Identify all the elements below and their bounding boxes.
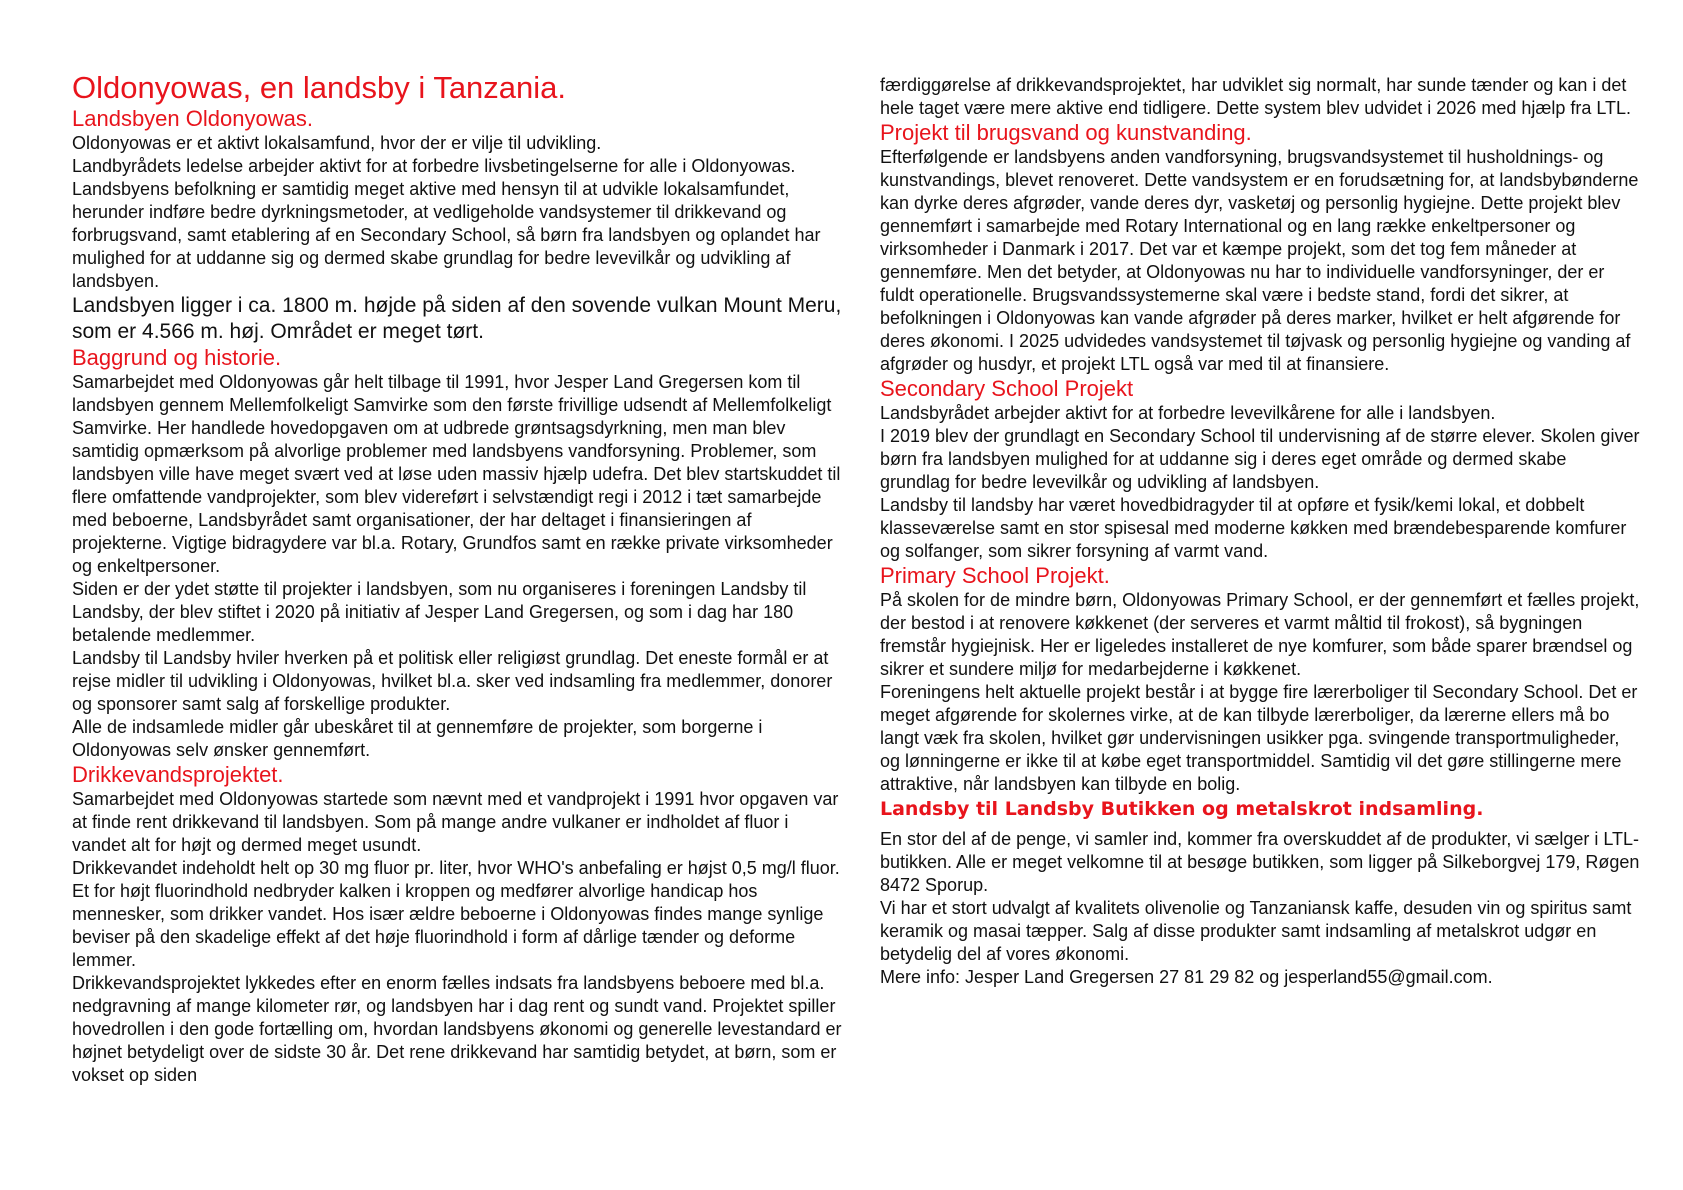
paragraph: Samarbejdet med Oldonyowas startede som nævnt med et vandprojekt i 1991 hvor opgaven var at finde rent drikkevand til landsbyen. Som på mange andre vulkaner er indholdet af fluor i vandet alt for højt og dermed meget usundt.	[72, 789, 839, 855]
paragraph: Efterfølgende er landsbyens anden vandforsyning, brugsvandsystemet til husholdnings- og kunstvandings, blevet renoveret. Dette vandsystem er en forudsætning for, at landsbybønderne kan dyrke deres afgrøder, vande deres dyr, vasketøj og personlig hygiejne. Dette projekt blev gennemført i samarbejde med Rotary International og en lang række enkeltpersoner og virksomheder i Danmark i 2017. Det var et kæmpe projekt, som det tog fem måneder at gennemføre. Men det betyder, at Oldonyowas nu har to individuelle vandforsyninger, der er fuldt operationelle. Brugsvandssystemerne skal være i bedste stand, fordi det sikrer, at befolkningen i Oldonyowas kan vande afgrøder på deres marker, hvilket er helt afgørende for deres økonomi. I 2025 udvidedes vandsystemet til tøjvask og personlig hygiejne og vanding af afgrøder og husdyr, et projekt LTL også var med til at finansiere.	[880, 147, 1639, 374]
paragraph: Samarbejdet med Oldonyowas går helt tilbage til 1991, hvor Jesper Land Gregersen kom til landsbyen gennem Mellemfolkeligt Samvirke som den første frivillige udsendt af Mellemfolkeligt Samvirke. Her handlede hovedopgaven om at udbrede grøntsagsdyrkning, men man blev samtidig opmærksom på alvorlige problemer med landsbyens vandforsyning. Problemer, som landsbyen ville have meget svært ved at løse uden massiv hjælp udefra. Det blev startskuddet til flere omfattende vandprojekter, som blev videreført i selvstændigt regi i 2012 i tæt samarbejde med beboerne, Landsbyrådet samt organisationer, der har deltaget i finansieringen af projekterne. Vigtige bidragydere var bl.a. Rotary, Grundfos samt en række private virksomheder og enkeltpersoner.	[72, 372, 841, 576]
section-heading-landsbyen: Landsbyen Oldonyowas.	[72, 106, 313, 131]
paragraph: Siden er der ydet støtte til projekter i landsbyen, som nu organiseres i foreningen Landsby til Landsby, der blev stiftet i 2020 på initiativ af Jesper Land Gregersen, og som i dag har 180 betalende medlemmer.	[72, 579, 807, 645]
paragraph: Landsbyen ligger i ca. 1800 m. højde på siden af den sovende vulkan Mount Meru, som er 4.566 m. høj. Området er meget tørt.	[72, 294, 842, 343]
section-heading-primary-school: Primary School Projekt.	[880, 563, 1110, 588]
paragraph: I 2019 blev der grundlagt en Secondary School til undervisning af de større elever. Skolen giver børn fra landsbyen mulighed for at uddanne sig i deres eget område og dermed skabe grundlag for bedre levevilkår og udvikling af landsbyen.	[880, 426, 1640, 492]
paragraph: På skolen for de mindre børn, Oldonyowas Primary School, er der gennemført et fælles projekt, der bestod i at renovere køkkenet (der serveres et varmt måltid til frokost), så bygningen fremstår hygiejnisk. Her er ligeledes installeret de nye komfurer, som både sparer brændsel og sikrer et sundere miljø for medarbejderne i køkkenet.	[880, 590, 1640, 679]
paragraph: Oldonyowas er et aktivt lokalsamfund, hvor der er vilje til udvikling.	[72, 133, 602, 153]
paragraph-continued: færdiggørelse af drikkevandsprojektet, har udviklet sig normalt, har sunde tænder og kan i det hele taget være mere aktive end tidligere. Dette system blev udvidet i 2026 med hjælp fra LTL.	[880, 75, 1632, 118]
paragraph: Drikkevandsprojektet lykkedes efter en enorm fælles indsats fra landsbyens beboere med bl.a. nedgravning af mange kilometer rør, og landsbyen har i dag rent og sundt vand. Projektet spiller hovedrollen i den gode fortælling om, hvordan landsbyens økonomi og generelle levestandard er højnet betydeligt over de sidste 30 år. Det rene drikkevand har samtidig betydet, at børn, som er vokset op siden	[72, 973, 842, 1085]
paragraph-contact: Mere info: Jesper Land Gregersen 27 81 29 82 og jesperland55@gmail.com.	[880, 967, 1493, 987]
paragraph: Drikkevandet indeholdt helt op 30 mg fluor pr. liter, hvor WHO's anbefaling er højst 0,5 mg/l fluor. Et for højt fluorindhold nedbryder kalken i kroppen og medfører alvorlige handicap hos mennesker, som drikker vandet. Hos især ældre beboerne i Oldonyowas findes mange synlige beviser på den skadelige effekt af det høje fluorindhold i form af dårlige tænder og deforme lemmer.	[72, 858, 840, 970]
paragraph: Landsby til Landsby hviler hverken på et politisk eller religiøst grundlag. Det eneste formål er at rejse midler til udvikling i Oldonyowas, hvilket bl.a. sker ved indsamling fra medlemmer, donorer og sponsorer samt salg af forskellige produkter.	[72, 648, 833, 714]
paragraph: Alle de indsamlede midler går ubeskåret til at gennemføre de projekter, som borgerne i Oldonyowas selv ønsker gennemført.	[72, 717, 763, 760]
section-heading-drikkevand: Drikkevandsprojektet.	[72, 762, 284, 787]
paragraph: Landbyrådets ledelse arbejder aktivt for at forbedre livsbetingelserne for alle i Oldonyowas. Landsbyens befolkning er samtidig meget aktive med hensyn til at udvikle lokalsamfundet, herunder indføre bedre dyrkningsmetoder, at vedligeholde vandsystemer til drikkevand og forbrugsvand, samt etablering af en Secondary School, så børn fra landsbyen og oplandet har mulighed for at uddanne sig og dermed skabe grundlag for bedre levevilkår og udvikling af landsbyen.	[72, 156, 821, 291]
paragraph: Landsbyrådet arbejder aktivt for at forbedre levevilkårene for alle i landsbyen.	[880, 403, 1496, 423]
right-column	[880, 74, 1640, 989]
paragraph: Landsby til landsby har været hovedbidragyder til at opføre et fysik/kemi lokal, et dobbelt klasseværelse samt en stor spisesal med moderne køkken med brændebesparende komfurer og solfanger, som sikrer forsyning af varmt vand.	[880, 495, 1627, 561]
section-heading-baggrund: Baggrund og historie.	[72, 345, 282, 370]
paragraph: En stor del af de penge, vi samler ind, kommer fra overskuddet af de produkter, vi sælger i LTL-butikken. Alle er meget velkomne til at besøge butikken, som ligger på Silkeborgvej 179, Røgen 8472 Sporup.	[880, 829, 1640, 895]
section-heading-brugsvand: Projekt til brugsvand og kunstvanding.	[880, 120, 1252, 145]
section-heading-secondary-school: Secondary School Projekt	[880, 376, 1134, 401]
left-column	[72, 70, 842, 1087]
page-title: Oldonyowas, en landsby i Tanzania.	[72, 70, 567, 105]
section-heading-butikken: Landsby til Landsby Butikken og metalskrot indsamling.	[880, 798, 1484, 820]
paragraph: Foreningens helt aktuelle projekt består i at bygge fire lærerboliger til Secondary School. Det er meget afgørende for skolernes virke, at de kan tilbyde lærerboliger, da lærerne ellers må bo langt væk fra skolen, hvilket gør undervisningen usikker pga. svingende transportmuligheder, og lønningerne er ikke til at købe eget transportmiddel. Samtidig vil det gøre stillingerne mere attraktive, når landsbyen kan tilbyde en bolig.	[880, 682, 1638, 794]
paragraph: Vi har et stort udvalgt af kvalitets olivenolie og Tanzaniansk kaffe, desuden vin og spiritus samt keramik og masai tæpper. Salg af disse produkter samt indsamling af metalskrot udgør en betydelig del af vores økonomi.	[880, 898, 1632, 964]
